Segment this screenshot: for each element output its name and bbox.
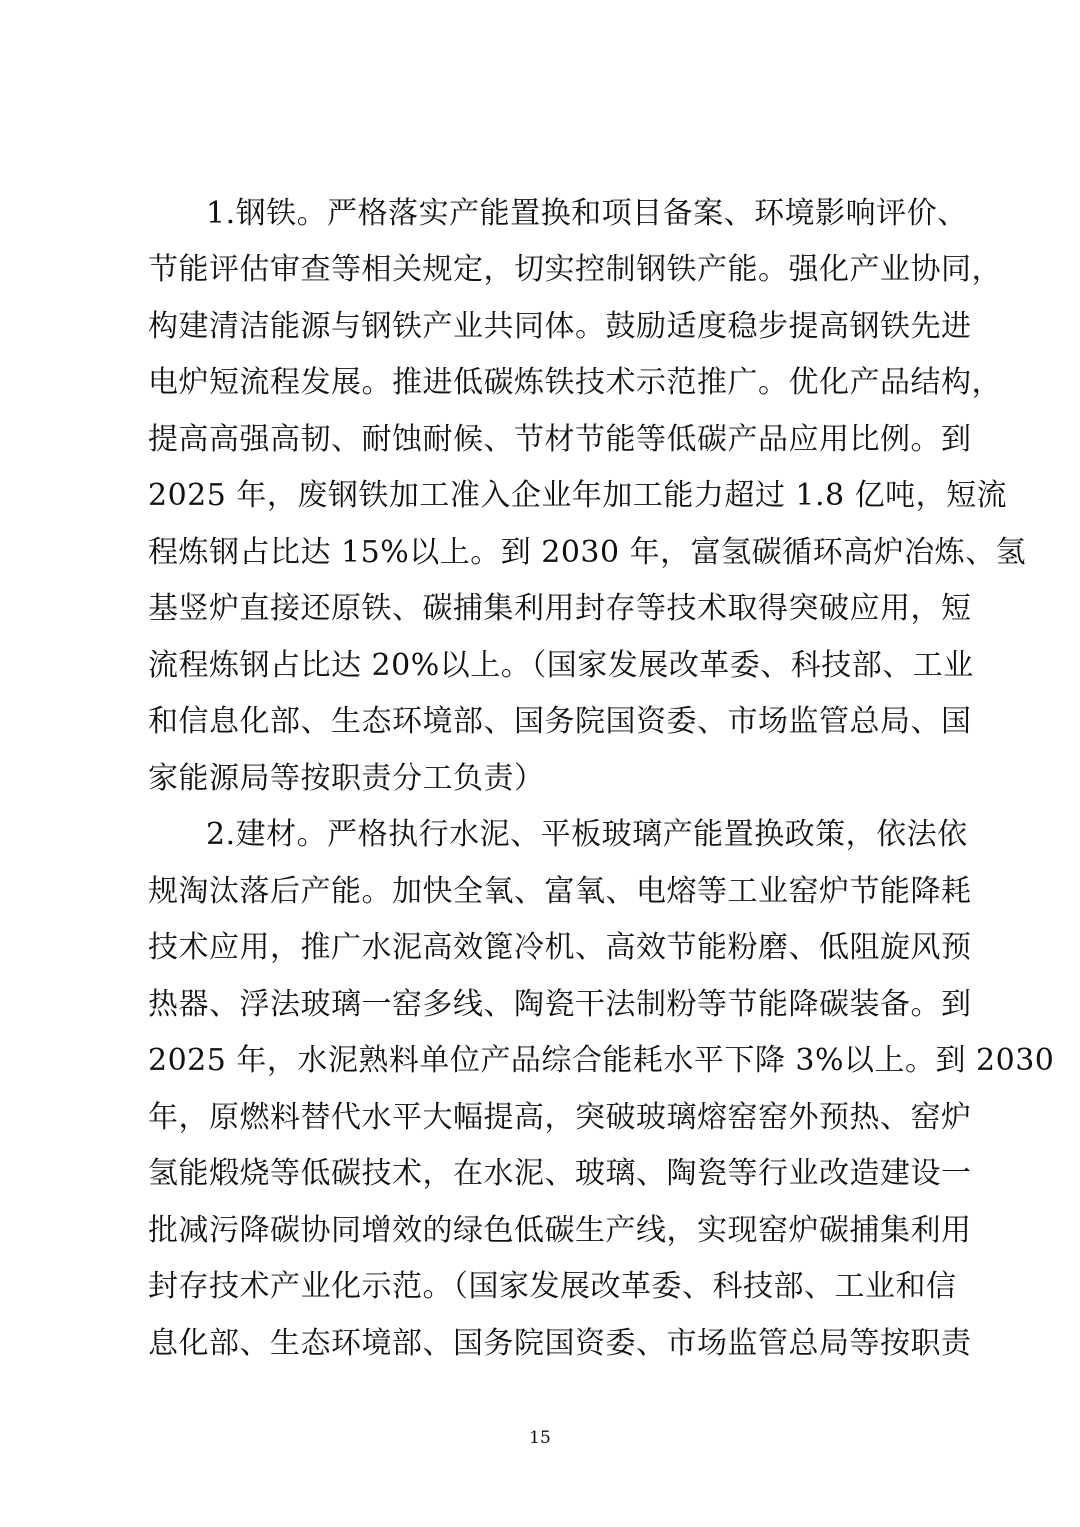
- text-line: 电炉短流程发展。推进低碳炼铁技术示范推广。优化产品结构，: [148, 365, 1002, 400]
- text-line: 2025 年，水泥熟料单位产品综合能耗水平下降 3%以上。到 2030: [148, 1043, 1055, 1078]
- page-number: 15: [529, 1428, 551, 1448]
- text-line: 年，原燃料替代水平大幅提高，突破玻璃熔窑窑外预热、窑炉: [148, 1100, 972, 1135]
- text-line: 技术应用，推广水泥高效篦冷机、高效节能粉磨、低阻旋风预: [148, 930, 972, 965]
- text-line: 2025 年，废钢铁加工准入企业年加工能力超过 1.8 亿吨，短流: [148, 478, 1008, 513]
- text-line: 基竖炉直接还原铁、碳捕集利用封存等技术取得突破应用，短: [148, 591, 972, 626]
- text-line: 2.建材。严格执行水泥、平板玻璃产能置换政策，依法依: [206, 817, 968, 852]
- text-line: 批减污降碳协同增效的绿色低碳生产线，实现窑炉碳捕集利用: [148, 1213, 972, 1248]
- text-line: 封存技术产业化示范。（国家发展改革委、科技部、工业和信: [148, 1269, 957, 1304]
- text-line: 家能源局等按职责分工负责）: [148, 761, 545, 796]
- text-line: 程炼钢占比达 15%以上。到 2030 年，富氢碳循环高炉冶炼、氢: [148, 535, 1027, 570]
- text-line: 氢能煅烧等低碳技术，在水泥、玻璃、陶瓷等行业改造建设一: [148, 1156, 972, 1191]
- text-line: 息化部、生态环境部、国务院国资委、市场监管总局等按职责: [148, 1326, 972, 1361]
- text-line: 规淘汰落后产能。加快全氧、富氧、电熔等工业窑炉节能降耗: [148, 874, 972, 909]
- text-line: 热器、浮法玻璃一窑多线、陶瓷干法制粉等节能降碳装备。到: [148, 987, 972, 1022]
- text-line: 构建清洁能源与钢铁产业共同体。鼓励适度稳步提高钢铁先进: [148, 309, 972, 344]
- text-line: 和信息化部、生态环境部、国务院国资委、市场监管总局、国: [148, 704, 972, 739]
- text-line: 提高高强高韧、耐蚀耐候、节材节能等低碳产品应用比例。到: [148, 422, 972, 457]
- text-line: 1.钢铁。严格落实产能置换和项目备案、环境影响评价、: [206, 196, 968, 231]
- text-line: 节能评估审查等相关规定，切实控制钢铁产能。强化产业协同，: [148, 252, 1002, 287]
- text-line: 流程炼钢占比达 20%以上。（国家发展改革委、科技部、工业: [148, 648, 974, 683]
